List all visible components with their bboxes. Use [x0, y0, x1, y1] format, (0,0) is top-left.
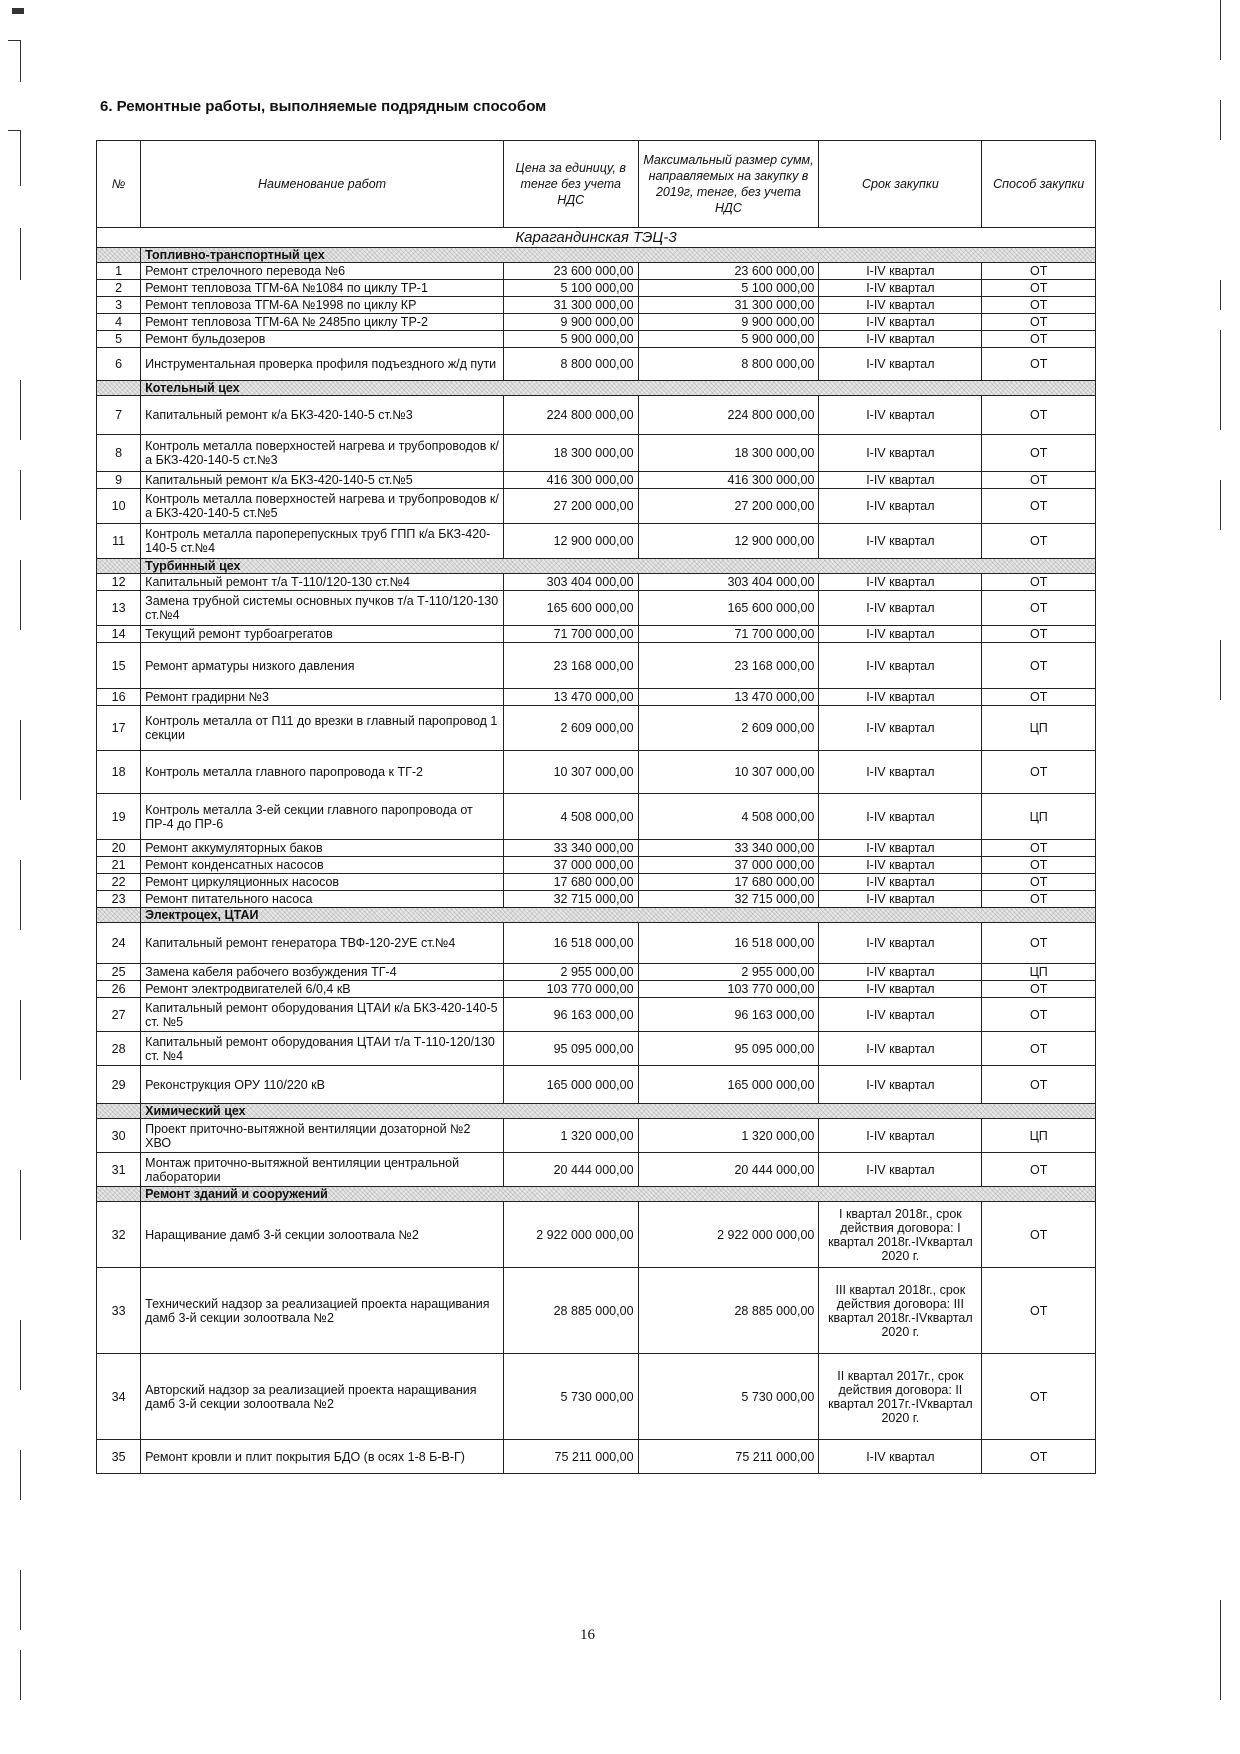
table-row [97, 574, 1096, 591]
table-row [97, 280, 1096, 297]
row-number: 26 [97, 981, 141, 998]
procurement-method: ОТ [982, 1153, 1096, 1187]
procurement-term: I-IV квартал [819, 1153, 982, 1187]
max-amount: 9 900 000,00 [638, 314, 819, 331]
work-name: Наращивание дамб 3-й секции золоотвала №2 [141, 1202, 504, 1268]
unit-price: 13 470 000,00 [503, 689, 638, 706]
procurement-method: ЦП [982, 706, 1096, 751]
max-amount: 32 715 000,00 [638, 891, 819, 908]
work-name: Ремонт бульдозеров [141, 331, 504, 348]
max-amount: 5 100 000,00 [638, 280, 819, 297]
procurement-method: ОТ [982, 263, 1096, 280]
section-empty-cell [97, 908, 141, 923]
procurement-term: I-IV квартал [819, 626, 982, 643]
row-number: 31 [97, 1153, 141, 1187]
table-row [97, 923, 1096, 964]
section-row [97, 381, 1096, 396]
procurement-method: ОТ [982, 348, 1096, 381]
unit-price: 416 300 000,00 [503, 472, 638, 489]
unit-price: 9 900 000,00 [503, 314, 638, 331]
work-name: Контроль металла 3-ей секции главного паропровода от ПР-4 до ПР-6 [141, 794, 504, 840]
max-amount: 96 163 000,00 [638, 998, 819, 1032]
work-name: Контроль металла главного паропровода к ТГ-2 [141, 751, 504, 794]
max-amount: 2 922 000 000,00 [638, 1202, 819, 1268]
unit-price: 32 715 000,00 [503, 891, 638, 908]
procurement-term: I квартал 2018г., срок действия договора: I квартал 2018г.-IVквартал 2020 г. [819, 1202, 982, 1268]
unit-price: 27 200 000,00 [503, 489, 638, 524]
procurement-term: I-IV квартал [819, 964, 982, 981]
work-name: Авторский надзор за реализацией проекта наращивания дамб 3-й секции золоотвала №2 [141, 1354, 504, 1440]
unit-price: 12 900 000,00 [503, 524, 638, 559]
unit-price: 4 508 000,00 [503, 794, 638, 840]
procurement-term: I-IV квартал [819, 574, 982, 591]
work-name: Ремонт циркуляционных насосов [141, 874, 504, 891]
work-name: Ремонт питательного насоса [141, 891, 504, 908]
table-row [97, 524, 1096, 559]
table-row [97, 840, 1096, 857]
table-row [97, 981, 1096, 998]
table-row [97, 1153, 1096, 1187]
unit-price: 303 404 000,00 [503, 574, 638, 591]
procurement-term: I-IV квартал [819, 1066, 982, 1104]
max-amount: 2 955 000,00 [638, 964, 819, 981]
table-row [97, 314, 1096, 331]
max-amount: 103 770 000,00 [638, 981, 819, 998]
max-amount: 16 518 000,00 [638, 923, 819, 964]
row-number: 11 [97, 524, 141, 559]
procurement-term: I-IV квартал [819, 706, 982, 751]
work-name: Контроль металла поверхностей нагрева и трубопроводов к/а БКЗ-420-140-5 ст.№3 [141, 435, 504, 472]
table-header-row [97, 141, 1096, 228]
max-amount: 224 800 000,00 [638, 396, 819, 435]
work-name: Проект приточно-вытяжной вентиляции дозаторной №2 ХВО [141, 1119, 504, 1153]
section-empty-cell [97, 248, 141, 263]
procurement-method: ОТ [982, 524, 1096, 559]
row-number: 22 [97, 874, 141, 891]
plant-name: Карагандинская ТЭЦ-3 [97, 228, 1096, 248]
section-row [97, 248, 1096, 263]
max-amount: 165 000 000,00 [638, 1066, 819, 1104]
work-name: Ремонт кровли и плит покрытия БДО (в осях 1-8 Б-В-Г) [141, 1440, 504, 1474]
row-number: 4 [97, 314, 141, 331]
max-amount: 17 680 000,00 [638, 874, 819, 891]
row-number: 21 [97, 857, 141, 874]
procurement-method: ОТ [982, 1202, 1096, 1268]
header-name: Наименование работ [141, 141, 504, 228]
procurement-method: ОТ [982, 751, 1096, 794]
procurement-term: I-IV квартал [819, 840, 982, 857]
max-amount: 10 307 000,00 [638, 751, 819, 794]
table-row [97, 1354, 1096, 1440]
row-number: 10 [97, 489, 141, 524]
procurement-method: ОТ [982, 840, 1096, 857]
max-amount: 5 730 000,00 [638, 1354, 819, 1440]
max-amount: 95 095 000,00 [638, 1032, 819, 1066]
procurement-method: ОТ [982, 331, 1096, 348]
procurement-term: I-IV квартал [819, 591, 982, 626]
procurement-term: I-IV квартал [819, 263, 982, 280]
work-name: Ремонт тепловоза ТГМ-6А №1084 по циклу ТР-1 [141, 280, 504, 297]
unit-price: 165 600 000,00 [503, 591, 638, 626]
unit-price: 37 000 000,00 [503, 857, 638, 874]
section-name: Турбинный цех [141, 559, 1096, 574]
unit-price: 224 800 000,00 [503, 396, 638, 435]
max-amount: 37 000 000,00 [638, 857, 819, 874]
procurement-term: I-IV квартал [819, 874, 982, 891]
section-name: Котельный цех [141, 381, 1096, 396]
work-name: Контроль металла поверхностей нагрева и трубопроводов к/а БКЗ-420-140-5 ст.№5 [141, 489, 504, 524]
max-amount: 23 168 000,00 [638, 643, 819, 689]
unit-price: 23 600 000,00 [503, 263, 638, 280]
section-name: Электроцех, ЦТАИ [141, 908, 1096, 923]
procurement-method: ОТ [982, 1032, 1096, 1066]
procurement-term: I-IV квартал [819, 751, 982, 794]
max-amount: 1 320 000,00 [638, 1119, 819, 1153]
procurement-term: I-IV квартал [819, 981, 982, 998]
row-number: 16 [97, 689, 141, 706]
section-name: Ремонт зданий и сооружений [141, 1187, 1096, 1202]
procurement-term: I-IV квартал [819, 643, 982, 689]
procurement-term: I-IV квартал [819, 857, 982, 874]
procurement-term: I-IV квартал [819, 435, 982, 472]
procurement-method: ОТ [982, 574, 1096, 591]
procurement-method: ОТ [982, 689, 1096, 706]
max-amount: 416 300 000,00 [638, 472, 819, 489]
procurement-term: I-IV квартал [819, 998, 982, 1032]
table-row [97, 1202, 1096, 1268]
row-number: 30 [97, 1119, 141, 1153]
unit-price: 10 307 000,00 [503, 751, 638, 794]
procurement-method: ОТ [982, 591, 1096, 626]
section-title: 6. Ремонтные работы, выполняемые подрядным способом [100, 98, 547, 115]
procurement-term: I-IV квартал [819, 297, 982, 314]
table-row [97, 891, 1096, 908]
unit-price: 165 000 000,00 [503, 1066, 638, 1104]
work-name: Ремонт тепловоза ТГМ-6А №1998 по циклу КР [141, 297, 504, 314]
table-row [97, 998, 1096, 1032]
section-row [97, 1104, 1096, 1119]
work-name: Ремонт электродвигателей 6/0,4 кВ [141, 981, 504, 998]
unit-price: 8 800 000,00 [503, 348, 638, 381]
table-row [97, 874, 1096, 891]
row-number: 7 [97, 396, 141, 435]
procurement-method: ОТ [982, 643, 1096, 689]
row-number: 5 [97, 331, 141, 348]
row-number: 19 [97, 794, 141, 840]
unit-price: 1 320 000,00 [503, 1119, 638, 1153]
left-margin-scan-marks [0, 0, 40, 1754]
page-number: 16 [580, 1627, 595, 1643]
procurement-method: ОТ [982, 981, 1096, 998]
row-number: 15 [97, 643, 141, 689]
work-name: Замена кабеля рабочего возбуждения ТГ-4 [141, 964, 504, 981]
procurement-method: ОТ [982, 891, 1096, 908]
unit-price: 18 300 000,00 [503, 435, 638, 472]
header-price: Цена за единицу, в тенге без учета НДС [503, 141, 638, 228]
procurement-term: I-IV квартал [819, 489, 982, 524]
table-row [97, 1119, 1096, 1153]
max-amount: 33 340 000,00 [638, 840, 819, 857]
max-amount: 8 800 000,00 [638, 348, 819, 381]
table-row [97, 472, 1096, 489]
row-number: 33 [97, 1268, 141, 1354]
max-amount: 303 404 000,00 [638, 574, 819, 591]
max-amount: 4 508 000,00 [638, 794, 819, 840]
section-empty-cell [97, 559, 141, 574]
procurement-method: ОТ [982, 297, 1096, 314]
row-number: 18 [97, 751, 141, 794]
work-name: Ремонт конденсатных насосов [141, 857, 504, 874]
procurement-term: I-IV квартал [819, 396, 982, 435]
max-amount: 20 444 000,00 [638, 1153, 819, 1187]
unit-price: 5 900 000,00 [503, 331, 638, 348]
section-row [97, 908, 1096, 923]
row-number: 35 [97, 1440, 141, 1474]
table-row [97, 706, 1096, 751]
row-number: 3 [97, 297, 141, 314]
table-row [97, 626, 1096, 643]
table-row [97, 964, 1096, 981]
row-number: 12 [97, 574, 141, 591]
row-number: 2 [97, 280, 141, 297]
plant-row [97, 228, 1096, 248]
procurement-method: ЦП [982, 794, 1096, 840]
procurement-method: ОТ [982, 1268, 1096, 1354]
procurement-method: ОТ [982, 472, 1096, 489]
work-name: Контроль металла пароперепускных труб ГПП к/а БКЗ-420-140-5 ст.№4 [141, 524, 504, 559]
max-amount: 13 470 000,00 [638, 689, 819, 706]
work-name: Монтаж приточно-вытяжной вентиляции центральной лаборатории [141, 1153, 504, 1187]
procurement-method: ОТ [982, 874, 1096, 891]
procurement-term: I-IV квартал [819, 331, 982, 348]
unit-price: 5 730 000,00 [503, 1354, 638, 1440]
table-row [97, 1440, 1096, 1474]
procurement-term: I-IV квартал [819, 923, 982, 964]
procurement-term: II квартал 2017г., срок действия договора: II квартал 2017г.-IVквартал 2020 г. [819, 1354, 982, 1440]
table-row [97, 689, 1096, 706]
procurement-term: I-IV квартал [819, 524, 982, 559]
procurement-method: ОТ [982, 1066, 1096, 1104]
procurement-method: ЦП [982, 1119, 1096, 1153]
row-number: 27 [97, 998, 141, 1032]
unit-price: 103 770 000,00 [503, 981, 638, 998]
section-row [97, 1187, 1096, 1202]
procurement-method: ЦП [982, 964, 1096, 981]
unit-price: 95 095 000,00 [503, 1032, 638, 1066]
row-number: 29 [97, 1066, 141, 1104]
table-row [97, 396, 1096, 435]
unit-price: 2 922 000 000,00 [503, 1202, 638, 1268]
table-row [97, 331, 1096, 348]
procurement-method: ОТ [982, 314, 1096, 331]
max-amount: 31 300 000,00 [638, 297, 819, 314]
row-number: 23 [97, 891, 141, 908]
section-name: Топливно-транспортный цех [141, 248, 1096, 263]
unit-price: 33 340 000,00 [503, 840, 638, 857]
row-number: 34 [97, 1354, 141, 1440]
procurement-term: I-IV квартал [819, 314, 982, 331]
max-amount: 27 200 000,00 [638, 489, 819, 524]
work-name: Капитальный ремонт оборудования ЦТАИ т/а Т-110-120/130 ст. №4 [141, 1032, 504, 1066]
work-name: Капитальный ремонт оборудования ЦТАИ к/а БКЗ-420-140-5 ст. №5 [141, 998, 504, 1032]
procurement-term: III квартал 2018г., срок действия договора: III квартал 2018г.-IVквартал 2020 г. [819, 1268, 982, 1354]
procurement-term: I-IV квартал [819, 1440, 982, 1474]
table-row [97, 1066, 1096, 1104]
procurement-method: ОТ [982, 489, 1096, 524]
unit-price: 28 885 000,00 [503, 1268, 638, 1354]
work-name: Капитальный ремонт к/а БКЗ-420-140-5 ст.№5 [141, 472, 504, 489]
row-number: 25 [97, 964, 141, 981]
work-name: Инструментальная проверка профиля подъездного ж/д пути [141, 348, 504, 381]
row-number: 1 [97, 263, 141, 280]
work-name: Ремонт стрелочного перевода №6 [141, 263, 504, 280]
table-row [97, 435, 1096, 472]
section-empty-cell [97, 1187, 141, 1202]
procurement-method: ОТ [982, 280, 1096, 297]
procurement-term: I-IV квартал [819, 689, 982, 706]
section-empty-cell [97, 1104, 141, 1119]
unit-price: 5 100 000,00 [503, 280, 638, 297]
row-number: 32 [97, 1202, 141, 1268]
unit-price: 2 955 000,00 [503, 964, 638, 981]
max-amount: 23 600 000,00 [638, 263, 819, 280]
table-row [97, 591, 1096, 626]
section-row [97, 559, 1096, 574]
max-amount: 5 900 000,00 [638, 331, 819, 348]
procurement-method: ОТ [982, 435, 1096, 472]
procurement-term: I-IV квартал [819, 1119, 982, 1153]
procurement-term: I-IV квартал [819, 348, 982, 381]
max-amount: 71 700 000,00 [638, 626, 819, 643]
table-row [97, 643, 1096, 689]
work-name: Капитальный ремонт т/а Т-110/120-130 ст.№4 [141, 574, 504, 591]
procurement-method: ОТ [982, 998, 1096, 1032]
section-empty-cell [97, 381, 141, 396]
work-name: Реконструкция ОРУ 110/220 кВ [141, 1066, 504, 1104]
row-number: 20 [97, 840, 141, 857]
work-name: Капитальный ремонт генератора ТВФ-120-2УЕ ст.№4 [141, 923, 504, 964]
unit-price: 2 609 000,00 [503, 706, 638, 751]
max-amount: 28 885 000,00 [638, 1268, 819, 1354]
max-amount: 2 609 000,00 [638, 706, 819, 751]
procurement-term: I-IV квартал [819, 1032, 982, 1066]
row-number: 28 [97, 1032, 141, 1066]
repair-works-table [96, 140, 1096, 1474]
header-max-amount: Максимальный размер сумм, направляемых на закупку в 2019г, тенге, без учета НДС [638, 141, 819, 228]
row-number: 13 [97, 591, 141, 626]
header-num: № [97, 141, 141, 228]
work-name: Текущий ремонт турбоагрегатов [141, 626, 504, 643]
unit-price: 23 168 000,00 [503, 643, 638, 689]
row-number: 6 [97, 348, 141, 381]
unit-price: 75 211 000,00 [503, 1440, 638, 1474]
work-name: Ремонт арматуры низкого давления [141, 643, 504, 689]
procurement-term: I-IV квартал [819, 794, 982, 840]
procurement-method: ОТ [982, 626, 1096, 643]
work-name: Ремонт аккумуляторных баков [141, 840, 504, 857]
row-number: 14 [97, 626, 141, 643]
table-row [97, 489, 1096, 524]
max-amount: 165 600 000,00 [638, 591, 819, 626]
row-number: 24 [97, 923, 141, 964]
procurement-method: ОТ [982, 1354, 1096, 1440]
table-row [97, 1268, 1096, 1354]
unit-price: 71 700 000,00 [503, 626, 638, 643]
row-number: 17 [97, 706, 141, 751]
table-row [97, 1032, 1096, 1066]
procurement-method: ОТ [982, 396, 1096, 435]
table-row [97, 857, 1096, 874]
work-name: Технический надзор за реализацией проекта наращивания дамб 3-й секции золоотвала №2 [141, 1268, 504, 1354]
unit-price: 17 680 000,00 [503, 874, 638, 891]
work-name: Капитальный ремонт к/а БКЗ-420-140-5 ст.№3 [141, 396, 504, 435]
procurement-method: ОТ [982, 1440, 1096, 1474]
work-name: Ремонт градирни №3 [141, 689, 504, 706]
section-name: Химический цех [141, 1104, 1096, 1119]
header-term: Срок закупки [819, 141, 982, 228]
procurement-term: I-IV квартал [819, 280, 982, 297]
header-method: Способ закупки [982, 141, 1096, 228]
procurement-term: I-IV квартал [819, 891, 982, 908]
row-number: 8 [97, 435, 141, 472]
max-amount: 75 211 000,00 [638, 1440, 819, 1474]
max-amount: 12 900 000,00 [638, 524, 819, 559]
work-name: Контроль металла от П11 до врезки в главный паропровод 1 секции [141, 706, 504, 751]
table-row [97, 751, 1096, 794]
right-margin-scan-marks [1200, 0, 1240, 1754]
work-name: Замена трубной системы основных пучков т/а Т-110/120-130 ст.№4 [141, 591, 504, 626]
table-row [97, 348, 1096, 381]
unit-price: 20 444 000,00 [503, 1153, 638, 1187]
procurement-term: I-IV квартал [819, 472, 982, 489]
unit-price: 16 518 000,00 [503, 923, 638, 964]
work-name: Ремонт тепловоза ТГМ-6А № 2485по циклу ТР-2 [141, 314, 504, 331]
procurement-method: ОТ [982, 857, 1096, 874]
table-row [97, 794, 1096, 840]
row-number: 9 [97, 472, 141, 489]
table-row [97, 263, 1096, 280]
max-amount: 18 300 000,00 [638, 435, 819, 472]
table-row [97, 297, 1096, 314]
procurement-method: ОТ [982, 923, 1096, 964]
unit-price: 31 300 000,00 [503, 297, 638, 314]
unit-price: 96 163 000,00 [503, 998, 638, 1032]
